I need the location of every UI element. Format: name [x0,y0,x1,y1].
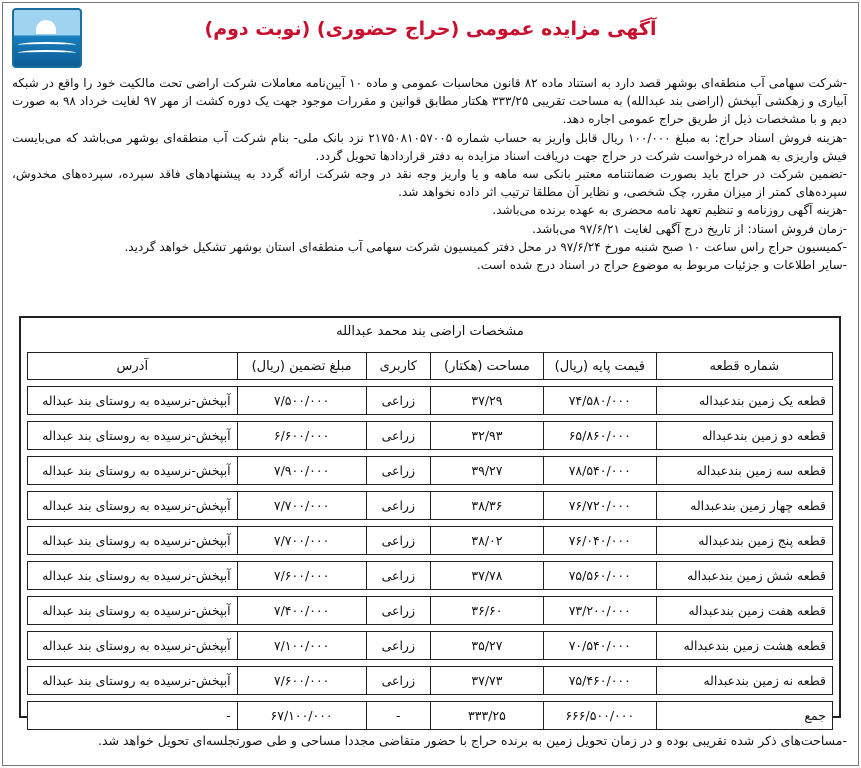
table-caption: مشخصات اراضی بند محمد عبدالله [336,324,524,339]
cell-plot-name: قطعه سه زمین بندعبداله [656,456,833,485]
land-specs-table [19,316,841,723]
cell-area: ۳۷/۷۳ [430,666,543,695]
cell-area: ۳۷/۲۹ [430,386,543,415]
header-usage: کاربری [366,352,430,380]
cell-plot-name: قطعه دو زمین بندعبداله [656,421,833,450]
cell-area: ۳۹/۲۷ [430,456,543,485]
cell-usage: زراعی [366,666,430,695]
cell-area: ۳۳۳/۲۵ [430,701,543,730]
cell-address: آبپخش-نرسیده به روستای بند عبداله [27,526,237,555]
cell-guarantee: ۷/۴۰۰/۰۰۰ [237,596,366,625]
cell-usage: زراعی [366,596,430,625]
logo-wave-shape [18,42,76,48]
cell-plot-name: قطعه پنج زمین بندعبداله [656,526,833,555]
cell-address: آبپخش-نرسیده به روستای بند عبداله [27,421,237,450]
cell-base-price: ۶۶۶/۵۰۰/۰۰۰ [543,701,656,730]
header-guarantee: مبلغ تضمین (ریال) [237,352,366,380]
table-row [27,421,833,450]
cell-address: آبپخش-نرسیده به روستای بند عبداله [27,561,237,590]
land-table [27,346,833,736]
cell-plot-name: قطعه نه زمین بندعبداله [656,666,833,695]
footer-note: -مساحت‌های ذکر شده تقریبی بوده و در زمان تحویل زمین به برنده حراج با حضور متقاضی مجددا مساحی و طی صورتجلسه‌ای تحویل خواهد شد. [97,733,847,748]
header-plot-number: شماره قطعه [656,352,833,380]
cell-base-price: ۷۴/۵۸۰/۰۰۰ [543,386,656,415]
table-row [27,526,833,555]
cell-guarantee: ۷/۷۰۰/۰۰۰ [237,491,366,520]
notice-body [12,74,847,274]
paragraph-commission: -کمیسیون حراج راس ساعت ۱۰ صبح شنبه مورخ ۹۷/۶/۲۴ در محل دفتر کمیسیون شرکت سهامی آب منطقه‌ای استان بوشهر تشکیل خواهد گردید. [124,239,847,254]
cell-address: آبپخش-نرسیده به روستای بند عبداله [27,456,237,485]
cell-base-price: ۷۶/۰۴۰/۰۰۰ [543,526,656,555]
paragraph-guarantee: -تضمین شرکت در حراج باید بصورت ضمانتنامه معتبر بانکی سه ماهه و یا واریز وجه نقد در وجه شرکت ارائه گردد به پیشنهادهای فاقد سپرده، سپرده‌های مخدوش، سپرده‌های کمتر از میزان مقرر، چک شخصی، و نظایر آن مطلقا ترتیب اثر داده نخواهد شد. [12,167,847,200]
cell-usage: زراعی [366,526,430,555]
cell-plot-name: قطعه هشت زمین بندعبداله [656,631,833,660]
cell-guarantee: ۷/۱۰۰/۰۰۰ [237,631,366,660]
table-row [27,666,833,695]
paragraph-ad-cost: -هزینه آگهی روزنامه و تنظیم تعهد نامه محضری به عهده برنده می‌باشد. [492,203,847,218]
cell-address: آبپخش-نرسیده به روستای بند عبداله [27,491,237,520]
cell-area: ۳۲/۹۳ [430,421,543,450]
logo-wave-shape [18,50,76,56]
cell-base-price: ۷۰/۵۴۰/۰۰۰ [543,631,656,660]
cell-base-price: ۷۳/۲۰۰/۰۰۰ [543,596,656,625]
paragraph-other-info: -سایر اطلاعات و جزئیات مربوط به موضوع حراج در اسناد درج شده است. [476,258,847,273]
cell-base-price: ۷۸/۵۴۰/۰۰۰ [543,456,656,485]
cell-usage: زراعی [366,421,430,450]
header-base-price: قیمت پایه (ریال) [543,352,656,380]
cell-guarantee: ۷/۶۰۰/۰۰۰ [237,561,366,590]
table-row [27,596,833,625]
table-row [27,491,833,520]
cell-area: ۳۷/۷۸ [430,561,543,590]
cell-guarantee: ۷/۶۰۰/۰۰۰ [237,666,366,695]
cell-address: آبپخش-نرسیده به روستای بند عبداله [27,631,237,660]
cell-address: آبپخش-نرسیده به روستای بند عبداله [27,666,237,695]
cell-usage: - [366,701,430,730]
cell-guarantee: ۷/۵۰۰/۰۰۰ [237,386,366,415]
cell-usage: زراعی [366,386,430,415]
cell-address: آبپخش-نرسیده به روستای بند عبداله [27,596,237,625]
cell-area: ۳۸/۰۲ [430,526,543,555]
notice-title: آگهی مزایده عمومی (حراج حضوری) (نوبت دوم) [204,18,657,40]
table-row [27,456,833,485]
cell-area: ۳۶/۶۰ [430,596,543,625]
table-row [27,631,833,660]
header-address: آدرس [27,352,237,380]
paragraph-document-fee: -هزینه فروش اسناد حراج: به مبلغ ۱۰۰/۰۰۰ ریال قابل واریز به حساب شماره ۲۱۷۵۰۸۱۰۵۷۰۰۵ نزد بانک ملی- بنام شرکت آب منطقه‌ای بوشهر می‌باشد که می‌بایست فیش واریزی به همراه درخواست شرکت در حراج جهت دریافت اسناد مزایده به دفتر قراردادها تحویل گردد. [12,130,847,163]
cell-base-price: ۶۵/۸۶۰/۰۰۰ [543,421,656,450]
cell-base-price: ۷۵/۵۶۰/۰۰۰ [543,561,656,590]
paragraph-sale-period: -زمان فروش اسناد: از تاریخ درج آگهی لغایت ۹۷/۶/۲۱ می‌باشد. [532,221,847,236]
header-area: مساحت (هکتار) [430,352,543,380]
cell-address: آبپخش-نرسیده به روستای بند عبداله [27,386,237,415]
cell-plot-name: قطعه یک زمین بندعبداله [656,386,833,415]
cell-guarantee: ۶۷/۱۰۰/۰۰۰ [237,701,366,730]
table-row [27,386,833,415]
cell-usage: زراعی [366,631,430,660]
cell-plot-name: قطعه هفت زمین بندعبداله [656,596,833,625]
cell-plot-name: قطعه چهار زمین بندعبداله [656,491,833,520]
cell-usage: زراعی [366,456,430,485]
cell-guarantee: ۶/۶۰۰/۰۰۰ [237,421,366,450]
paragraph-intro: -شرکت سهامی آب منطقه‌ای بوشهر قصد دارد به استناد ماده ۸۲ قانون محاسبات عمومی و ماده ۱۰ آیین‌نامه معاملات شرکت اراضی تحت مالکیت خود را واقع در شبکه آبیاری و زهکشی آبپخش (اراضی بند عبدالله) به مساحت تقریبی ۳۳۳/۲۵ هکتار مطابق قوانین و مقررات موجود جهت یک دوره کشت از مهر ۹۷ لغایت خرداد ۹۸ به صورت دیم و با مشخصات ذیل از طریق حراج عمومی اجاره دهد. [12,76,848,127]
cell-usage: زراعی [366,561,430,590]
table-row [27,561,833,590]
cell-plot-name: جمع [656,701,833,730]
cell-usage: زراعی [366,491,430,520]
cell-base-price: ۷۶/۷۲۰/۰۰۰ [543,491,656,520]
cell-area: ۳۸/۳۶ [430,491,543,520]
cell-base-price: ۷۵/۴۶۰/۰۰۰ [543,666,656,695]
cell-guarantee: ۷/۹۰۰/۰۰۰ [237,456,366,485]
cell-address: - [27,701,237,730]
table-header-row [27,352,833,380]
cell-area: ۳۵/۲۷ [430,631,543,660]
cell-guarantee: ۷/۷۰۰/۰۰۰ [237,526,366,555]
cell-plot-name: قطعه شش زمین بندعبداله [656,561,833,590]
table-total-row [27,701,833,730]
